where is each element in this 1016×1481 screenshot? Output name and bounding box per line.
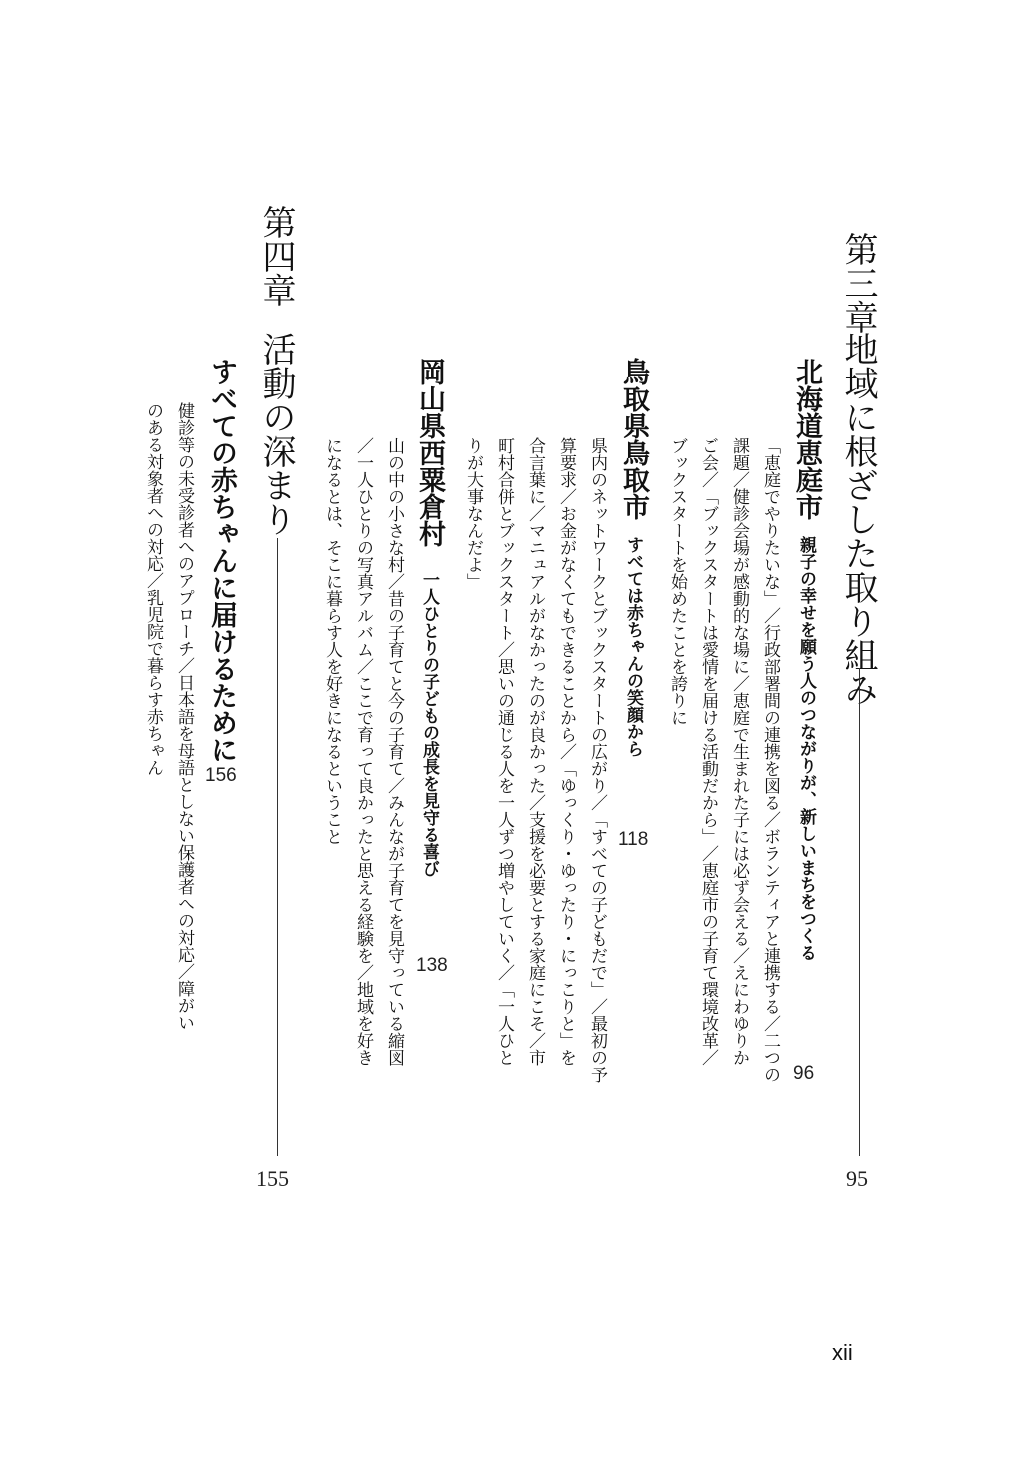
section-hokkaido-eniwa-region: 北海道恵庭市 <box>791 358 822 520</box>
section-hokkaido-eniwa-subtitle: 親子の幸せを願う人のつながりが、新しいまちをつくる <box>796 536 816 961</box>
chapter3-label: 第三章 <box>838 232 878 334</box>
section-all-babies-title: すべての赤ちゃんに届けるために <box>206 358 237 763</box>
chapter4-page-number: 155 <box>256 1166 289 1191</box>
section-tottori-line-4: 町村合併とブックスタート／思いの通じる人を一人ずつ増やしていく／「一人ひと <box>494 437 514 1066</box>
section-hokkaido-eniwa-line-4: ブックスタートを始めたことを誇りに <box>667 437 687 726</box>
section-hokkaido-eniwa-line-2: 課題／健診会場が感動的な場に／恵庭で生まれた子には必ず会える／えにわゆりか <box>729 437 749 1066</box>
chapter4-title: 活動の深まり <box>256 332 296 536</box>
section-tottori-page: 118 <box>618 829 649 850</box>
section-tottori-line-1: 県内のネットワークとブックスタートの広がり／「すべての子どもだで」／最初の予 <box>587 437 607 1083</box>
section-hokkaido-eniwa-page: 96 <box>793 1063 815 1084</box>
section-tottori-line-5: りが大事なんだよ」 <box>463 437 483 590</box>
section-nishiawakura-line-3: になるとは、そこに暮らす人を好きになるということ <box>322 437 342 845</box>
page-folio: xii <box>832 1340 853 1365</box>
section-tottori-line-3: 合言葉に／マニュアルがなかったのが良かった／支援を必要とする家庭にこそ／市 <box>525 437 545 1066</box>
section-nishiawakura-line-2: ／一人ひとりの写真アルバム／ここで育って良かったと思える経験を／地域を好き <box>353 437 373 1066</box>
chapter4-leader-line <box>277 538 278 1156</box>
chapter3-page-number: 95 <box>846 1166 868 1191</box>
section-hokkaido-eniwa-line-1: 「恵庭でやりたいな」／行政部署間の連携を図る／ボランティアと連携する／二つの <box>760 437 780 1083</box>
section-nishiawakura-page: 138 <box>416 955 448 976</box>
chapter3-leader-line <box>859 668 860 1156</box>
section-all-babies-line-2: のある対象者への対応／乳児院で暮らす赤ちゃん <box>143 402 163 776</box>
section-all-babies-page: 156 <box>205 765 237 786</box>
section-tottori-subtitle: すべては赤ちゃんの笑顔から <box>623 536 643 757</box>
section-hokkaido-eniwa-line-3: ご会／「ブックスタートは愛情を届ける活動だから」／恵庭市の子育て環境改革／ <box>698 437 718 1066</box>
section-nishiawakura-line-1: 山の中の小さな村／昔の子育てと今の子育て／みんなが子育てを見守っている縮図 <box>384 437 404 1066</box>
chapter4-label: 第四章 <box>256 205 296 307</box>
section-tottori-region: 鳥取県鳥取市 <box>618 358 649 520</box>
section-tottori-line-2: 算要求／お金がなくてもできることから／「ゆっくり・ゆったり・にっこりと」を <box>556 437 576 1066</box>
chapter3-title: 地域に根ざした取り組み <box>838 332 878 706</box>
section-nishiawakura-subtitle: 一人ひとりの子どもの成長を見守る喜び <box>419 571 439 877</box>
section-nishiawakura-region: 岡山県西粟倉村 <box>414 358 445 547</box>
section-all-babies-line-1: 健診等の未受診者へのアプローチ／日本語を母語としない保護者への対応／障がい <box>174 402 194 1031</box>
